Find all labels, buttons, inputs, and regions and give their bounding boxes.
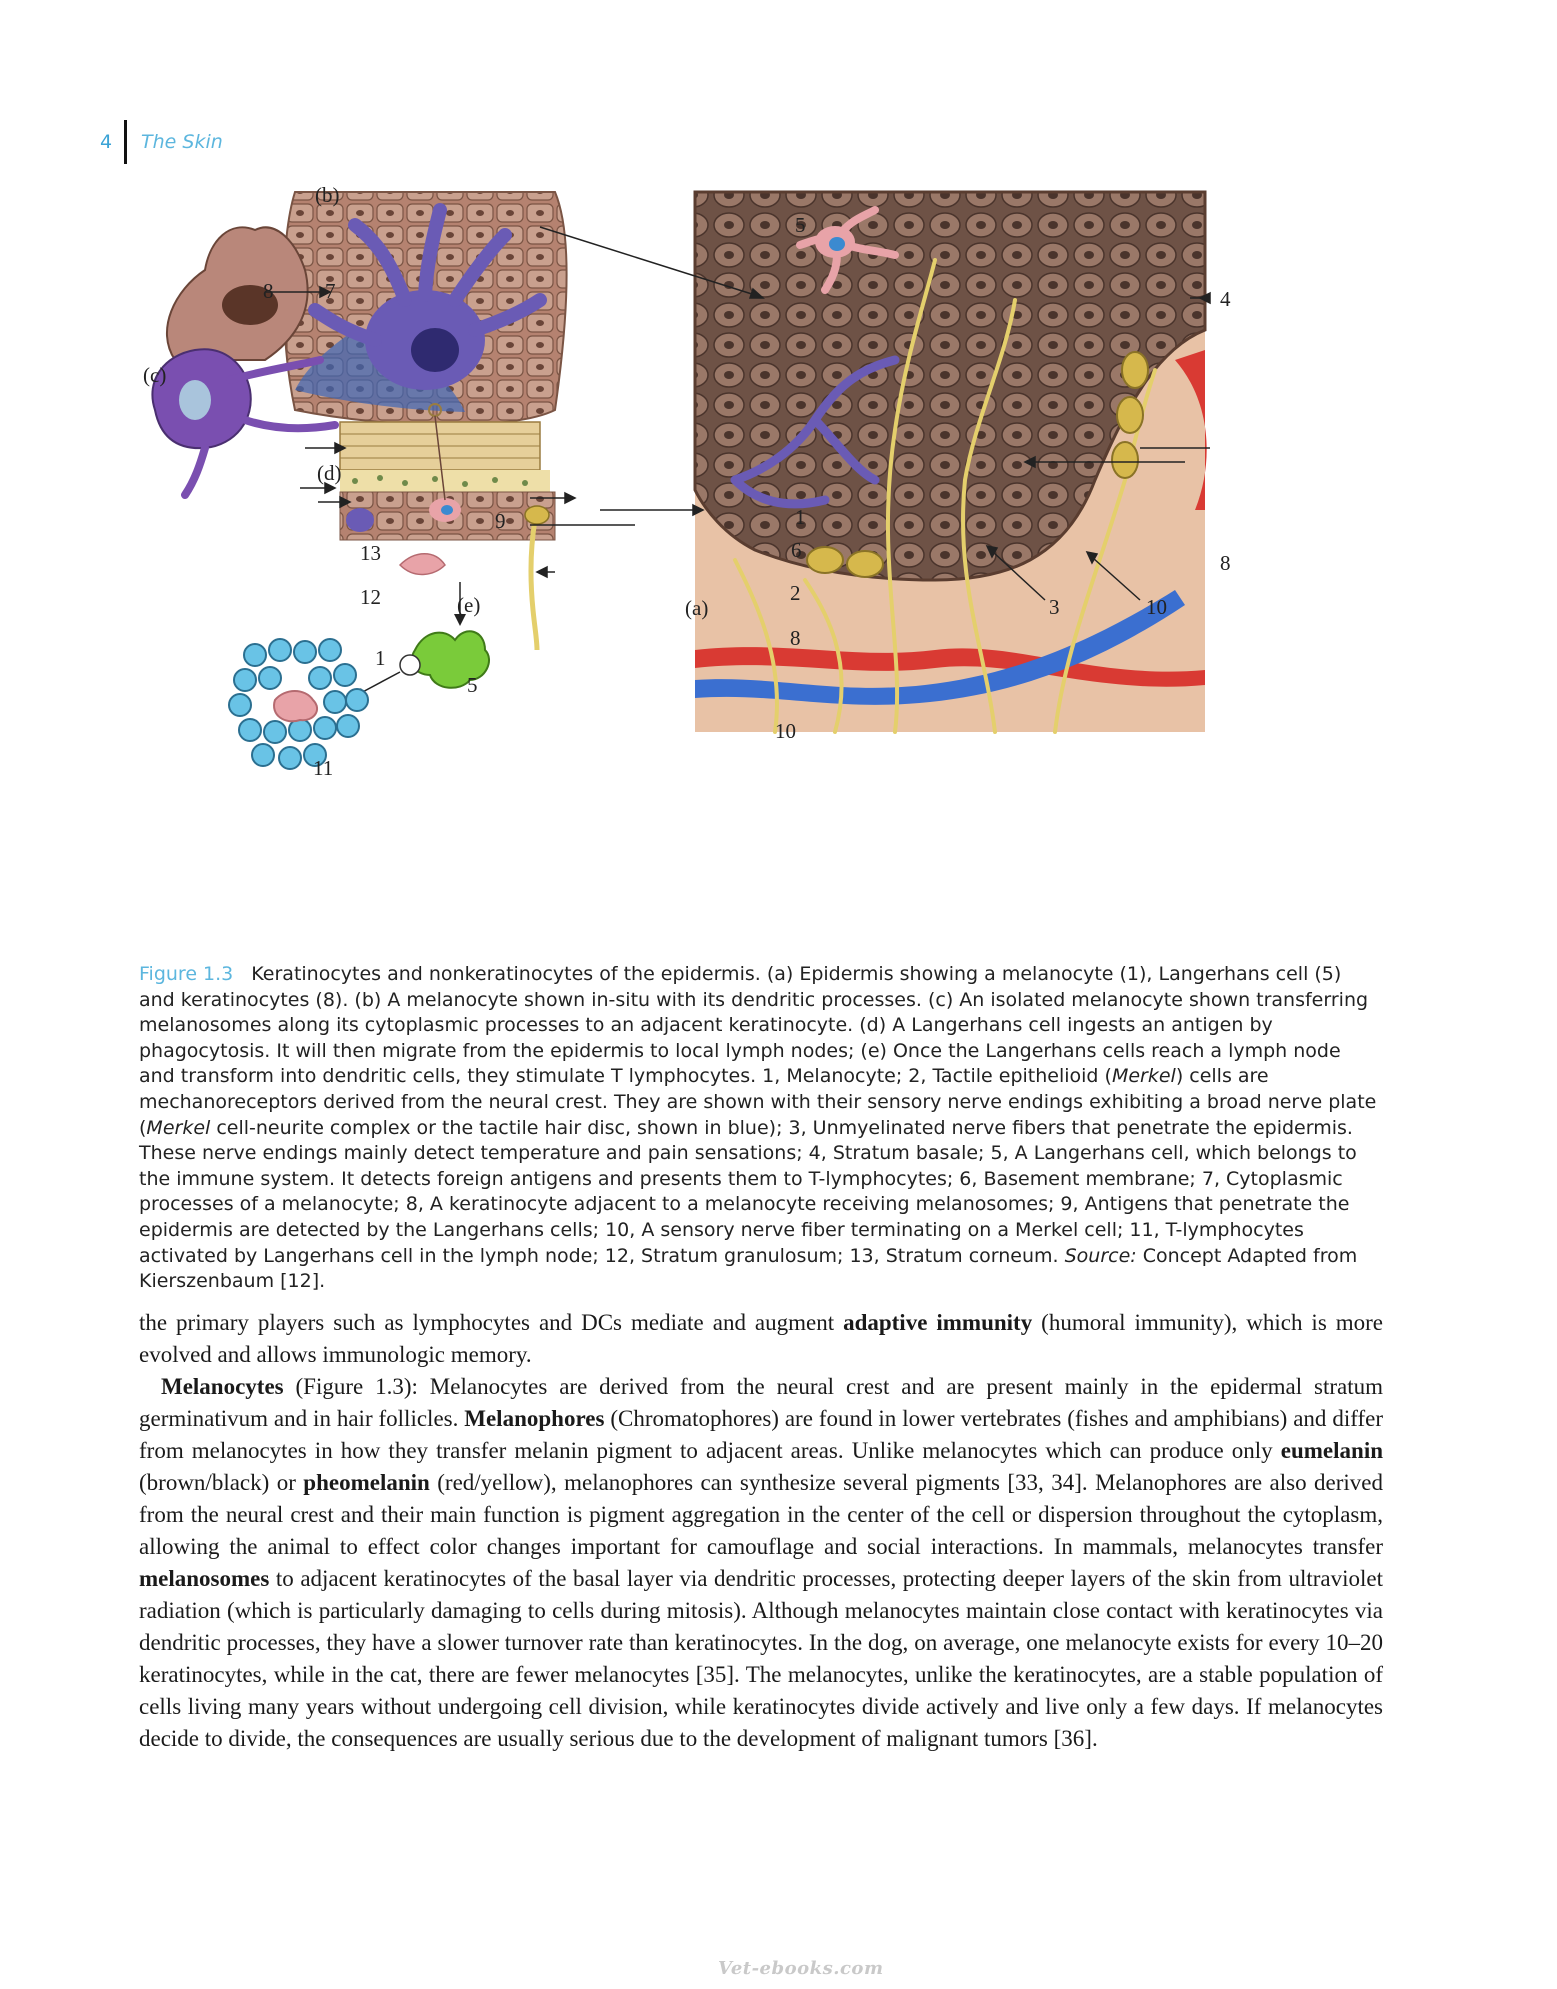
term-melanosomes: melanosomes <box>139 1566 270 1591</box>
term-melanophores: Melanophores <box>464 1406 605 1431</box>
panel-label-c: (c) <box>143 363 167 387</box>
callout-d-2: 2 <box>790 581 801 605</box>
paragraph-2 <box>139 1371 1383 1755</box>
paragraph-2-text-a: (Figure 1.3): Melanocytes are derived from the neural crest and are present mainly in the epidermal stratum germinativum and in hair follicles. <box>139 1374 1383 1431</box>
callout-b-8: 8 <box>263 279 274 303</box>
figure-caption-text-2: ) cells are mechanoreceptors derived from the neural crest. They are shown with their sensory nerve endings exhibiting a broad nerve plate ( <box>139 1065 1377 1139</box>
paragraph-1-text-b: (humoral immunity), which is more evolved and allows immunologic memory. <box>139 1310 1383 1367</box>
figure-caption-merkel-2: Merkel <box>146 1116 211 1139</box>
running-head-rule <box>124 120 127 164</box>
panel-label-e: (e) <box>457 593 481 617</box>
term-melanocytes: Melanocytes <box>161 1374 284 1399</box>
running-head <box>100 120 223 164</box>
paragraph-2-text-d: (red/yellow), melanophores can synthesize several pigments [33, 34]. Melanophores are also derived from the neural crest and their main function is pigment aggregation in the center of the cell or dispersion throughout the cytoplasm, allowing the animal to effect color changes important for camouflage and social interactions. In mammals, melanocytes transfer <box>139 1470 1383 1559</box>
figure-caption-text: Keratinocytes and nonkeratinocytes of the epidermis. (a) Epidermis showing a melanocyte (1), Langerhans cell (5) and keratinocytes (8). (b) A melanocyte shown in-situ with its dendritic processes. (c) An isolated melanocyte shown transferring melanosomes along its cytoplasmic processes to an adjacent keratinocyte. (d) A Langerhans cell ingests an antigen by phagocytosis. It will then migrate from the epidermis to local lymph nodes; (e) Once the Langerhans cells reach a lymph node and transform into dendritic cells, they stimulate T lymphocytes. 1, Melanocyte; 2, Tactile epithelioid ( <box>139 963 1369 1088</box>
panel-b-melanocyte-in-situ-drawing <box>284 192 567 425</box>
callout-a-5: 5 <box>795 213 806 237</box>
callout-d-11: 11 <box>313 756 334 780</box>
panel-label-b: (b) <box>315 183 340 207</box>
callout-a-4: 4 <box>1220 287 1231 311</box>
figure-caption-text-3: cell-neurite complex or the tactile hair disc, shown in blue); 3, Unmyelinated nerve fibers that penetrate the epidermis. These nerve endings mainly detect temperature and pain sensations; 4, Stratum basale; 5, A Langerhans cell, which belongs to the immune system. It detects foreign antigens and presents them to T-lymphocytes; 6, Basement membrane; 7, Cytoplasmic processes of a melanocyte; 8, A keratinocyte adjacent to a melanocyte receiving melanosomes; 9, Antigens that penetrate the epidermis are detected by the Langerhans cells; 10, A sensory nerve fiber terminating on a Merkel cell; 11, T-lymphocytes activated by Langerhans cell in the lymph node; 12, Stratum granulosum; 13, Stratum corneum. <box>139 1116 1357 1267</box>
paragraph-2-text-c: (brown/black) or <box>139 1470 304 1495</box>
callout-d-12: 12 <box>360 585 381 609</box>
callout-d-9: 9 <box>495 509 506 533</box>
paragraph-2-text-b: (Chromatophores) are found in lower vertebrates (fishes and amphibians) and differ from melanocytes in how they transfer melanin pigment to adjacent areas. Unlike melanocytes which can produce only <box>139 1406 1383 1463</box>
panel-d-langerhans-cell-drawing <box>340 404 555 650</box>
callout-a-8: 8 <box>1220 551 1231 575</box>
term-pheomelanin: pheomelanin <box>303 1470 430 1495</box>
callout-b-7: 7 <box>325 279 336 303</box>
figure-caption-merkel-1: Merkel <box>1111 1065 1176 1088</box>
figure-caption <box>139 962 1381 1295</box>
callout-a-6: 6 <box>791 538 802 562</box>
paragraph-2-text-e: to adjacent keratinocytes of the basal layer via dendritic processes, protecting deeper layers of the skin from ultraviolet radiation (which is particularly damaging to cells during mitosis). Although melanocytes maintain close contact with keratinocytes via dendritic processes, they have a slower turnover rate than keratinocytes. In the dog, on average, one melanocyte exists for every 10–20 keratinocytes, while in the cat, there are fewer melanocytes [35]. The melanocytes, unlike the keratinocytes, are a stable population of cells living many years without undergoing cell division, while keratinocytes divide actively and live only a few days. If melanocytes decide to divide, the consequences are usually serious due to the development of malignant tumors [36]. <box>139 1566 1383 1751</box>
figure-caption-source-text: Concept Adapted from Kierszenbaum [12]. <box>139 1244 1358 1293</box>
callout-d-8: 8 <box>790 626 801 650</box>
term-adaptive-immunity: adaptive immunity <box>843 1310 1033 1335</box>
callout-d-10: 10 <box>775 719 796 743</box>
figure-caption-source-label: Source: <box>1064 1244 1137 1267</box>
watermark: Vet-ebooks.com <box>718 1958 884 1979</box>
term-eumelanin: eumelanin <box>1280 1438 1383 1463</box>
panel-label-a: (a) <box>685 596 709 620</box>
panel-label-d: (d) <box>317 461 342 485</box>
page-number: 4 <box>100 131 113 153</box>
figure-caption-label: Figure 1.3 <box>139 963 234 985</box>
callout-b-1: 1 <box>795 505 806 529</box>
running-head-title: The Skin <box>141 131 223 153</box>
paragraph-1-text-a: the primary players such as lymphocytes and DCs mediate and augment <box>139 1310 844 1335</box>
paragraph-1 <box>139 1307 1383 1371</box>
callout-d-5: 5 <box>467 673 478 697</box>
lymph-node-lymphocyte-cluster-drawing <box>229 639 368 769</box>
callout-d-1: 1 <box>375 646 386 670</box>
body-text <box>139 1307 1383 1755</box>
callout-d-13: 13 <box>360 541 381 565</box>
callout-a-3: 3 <box>1049 595 1060 619</box>
callout-a-10: 10 <box>1146 595 1167 619</box>
figure-1-3-illustration <box>135 180 1235 950</box>
